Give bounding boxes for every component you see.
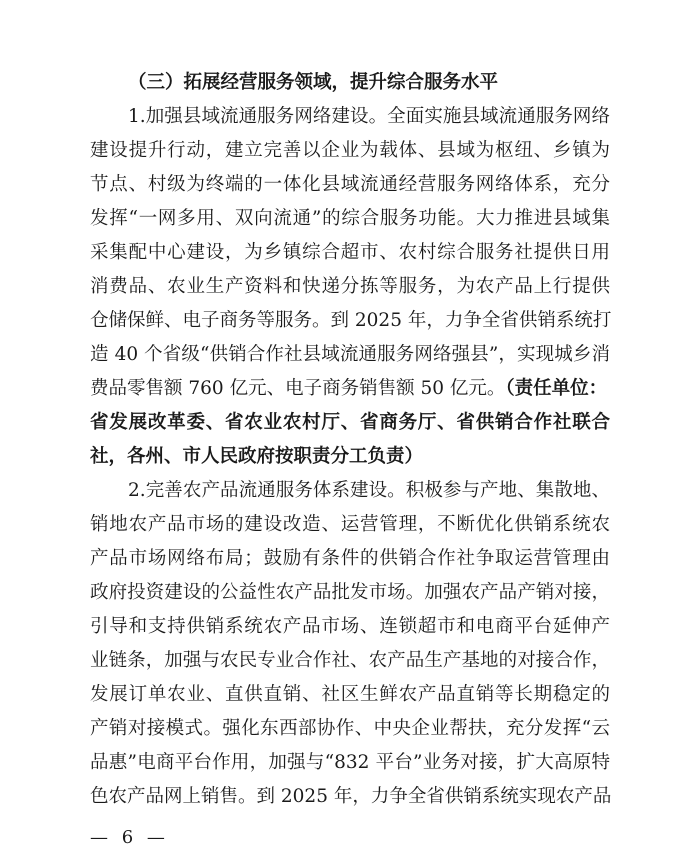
paragraph2-line-9: 品惠”电商平台作用，加强与“832 平台”业务对接，扩大高原特 — [90, 752, 610, 773]
paragraph2-line-5: 引导和支持供销系统农产品市场、连锁超市和电商平台延伸产 — [90, 616, 610, 637]
paragraph2-line-1: 2.完善农产品流通服务体系建设。积极参与产地、集散地、 — [128, 480, 610, 501]
paragraph1-line-6: 消费品、农业生产资料和快递分拣等服务，为农产品上行提供 — [90, 276, 610, 297]
paragraph2-line-10: 色农产品网上销售。到 2025 年，力争全省供销系统实现农产品 — [90, 786, 612, 807]
paragraph1-line-1: 1.加强县域流通服务网络建设。全面实施县域流通服务网络 — [128, 106, 610, 127]
paragraph1-line-3: 节点、村级为终端的一体化县域流通经营服务网络体系，充分 — [90, 174, 610, 195]
paragraph1-line-9 — [90, 372, 610, 406]
paragraph2-line-3: 产品市场网络布局；鼓励有条件的供销合作社争取运营管理由 — [90, 548, 610, 569]
paragraph2-line-8: 产销对接模式。强化东西部协作、中央企业帮扶，充分发挥“云 — [90, 718, 610, 739]
paragraph2-line-2: 销地农产品市场的建设改造、运营管理，不断优化供销系统农 — [90, 514, 610, 535]
responsibility-line-1: 省发展改革委、省农业农村厅、省商务厅、省供销合作社联合 — [90, 412, 610, 433]
paragraph2-line-6: 业链条，加强与农民专业合作社、农产品生产基地的对接合作， — [90, 650, 610, 671]
page-number: — 6 — — [90, 827, 169, 848]
paragraph1-line-7: 仓储保鲜、电子商务等服务。到 2025 年，力争全省供销系统打 — [90, 310, 612, 331]
paragraph1-line-4: 发挥“一网多用、双向流通”的综合服务功能。大力推进县域集 — [90, 208, 610, 229]
paragraph2-line-7: 发展订单农业、直供直销、社区生鲜农产品直销等长期稳定的 — [90, 684, 610, 705]
responsibility-label: （责任单位： — [505, 378, 608, 399]
paragraph1-line-5: 采集配中心建设，为乡镇综合超市、农村综合服务社提供日用 — [90, 242, 610, 263]
responsibility-line-2: 社，各州、市人民政府按职责分工负责） — [90, 446, 424, 467]
paragraph1-line-9-text: 费品零售额 760 亿元、电子商务销售额 50 亿元。 — [90, 378, 506, 399]
paragraph1-line-2: 建设提升行动，建立完善以企业为载体、县域为枢纽、乡镇为 — [90, 140, 610, 161]
paragraph1-line-8: 造 40 个省级“供销合作社县域流通服务网络强县”，实现城乡消 — [90, 344, 610, 365]
paragraph2-line-4: 政府投资建设的公益性农产品批发市场。加强农产品产销对接， — [90, 582, 610, 603]
section-heading: （三）拓展经营服务领域，提升综合服务水平 — [128, 72, 499, 93]
